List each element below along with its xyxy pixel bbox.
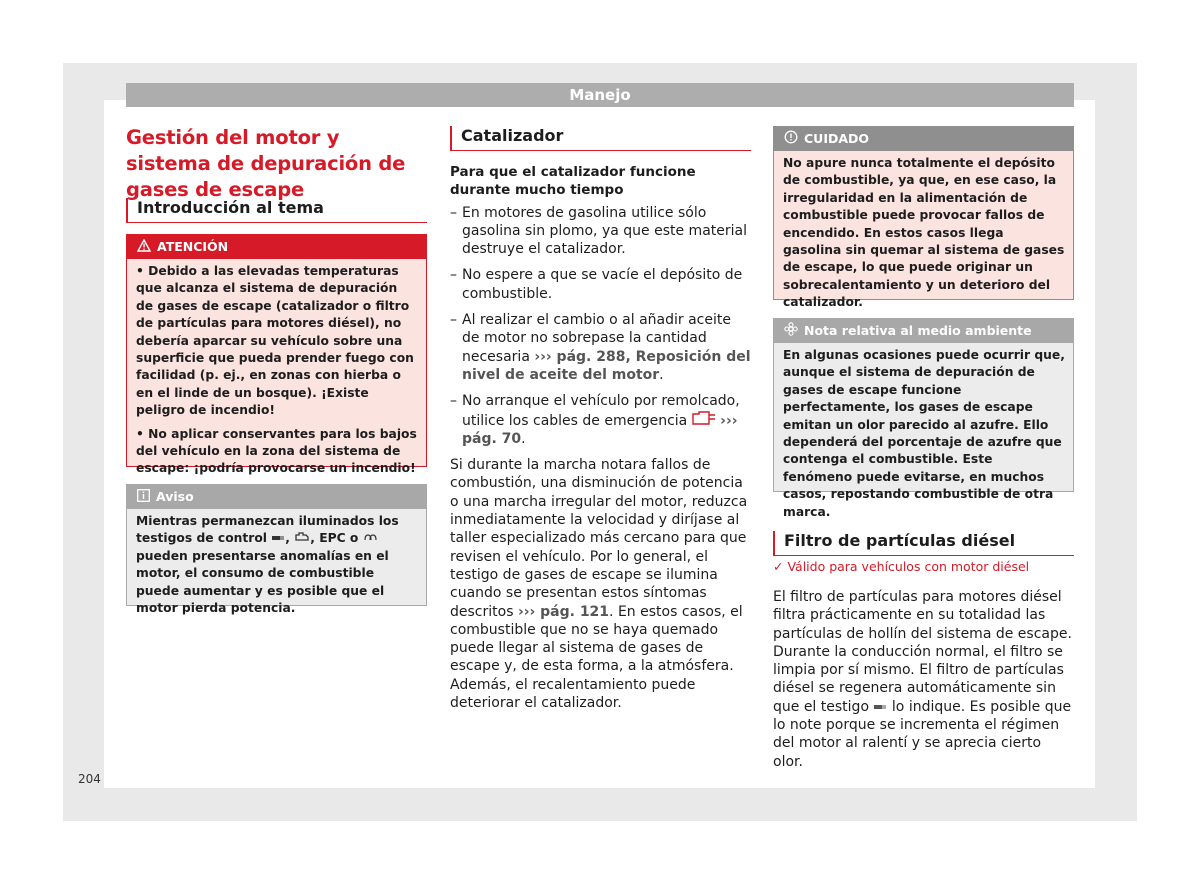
warning-box	[126, 234, 427, 476]
environment-box-header	[774, 319, 1073, 343]
exhaust-gas-lamp-icon	[873, 699, 887, 715]
page-reference-link[interactable]: ››› pág. 70	[462, 412, 738, 447]
catalizador-subhead: Para que el catalizador funcione durante mucho tiempo	[450, 164, 696, 199]
warning-box-header	[127, 235, 426, 259]
catalizador-section	[450, 163, 751, 712]
catalizador-paragraph: Si durante la marcha notara fallos de combustión, una disminución de potencia o una marcha irregular del motor, reduzca inmediatamente la velocidad y diríjase al taller especializado más cercano para que revisen el vehículo. Por lo general, el testigo de gases de escape se ilumina cuando se presentan estos síntomas descritos ››› pág. 121. En estos casos, el combustible que no se haya quemado puede llegar al sistema de gases de escape y, de esta forma, a la atmósfera. Además, el recalentamiento puede deteriorar el catalizador.	[450, 457, 748, 712]
catalizador-heading: Catalizador	[450, 126, 751, 151]
list-item: – Al realizar el cambio o al añadir aceite de motor no sobrepase la cantidad necesaria ››› pág. 288, Reposición del nivel de aceite del motor.	[450, 311, 751, 384]
glow-plug-lamp-icon	[363, 531, 377, 545]
warning-label: ATENCIÓN	[157, 239, 229, 254]
page-reference-link[interactable]: ››› pág. 288, Reposición del nivel de aceite del motor	[462, 348, 751, 383]
info-icon	[137, 486, 150, 510]
warning-triangle-icon	[137, 236, 151, 260]
caution-text: No apure nunca totalmente el depósito de combustible, ya que, en ese caso, la irregularidad en la alimentación de combustible puede provocar fallos de encendido. En estos casos llega gasolina sin quemar al sistema de gases de escape, lo que puede originar un sobrecalentamiento y un deterioro del catalizador.	[783, 156, 1065, 310]
info-box-header	[127, 485, 426, 509]
epc-label: EPC	[319, 531, 346, 546]
applies-to-note: ✓ Válido para vehículos con motor diésel	[773, 559, 1030, 574]
caution-box-header	[774, 127, 1073, 151]
exhaust-gas-lamp-icon	[271, 531, 285, 545]
intro-heading: Introducción al tema	[126, 198, 427, 223]
filtro-heading: Filtro de partículas diésel	[773, 531, 1074, 556]
book-reference-icon	[692, 413, 716, 429]
caution-label: CUIDADO	[804, 131, 870, 146]
list-item: – No arranque el vehículo por remolcado, utilice los cables de emergencia ››› pág. 70.	[450, 392, 751, 448]
catalizador-list	[450, 204, 751, 449]
list-item: – En motores de gasolina utilice sólo gasolina sin plomo, ya que este material destruye el catalizador.	[450, 204, 751, 259]
info-conjunction: o	[349, 531, 359, 546]
engine-lamp-icon	[294, 531, 310, 545]
info-label: Aviso	[156, 489, 194, 504]
info-box: Aviso Mientras permanezcan iluminados los testigos de control , , EPC o pueden presentarse anomalías en el motor, el consumo de combustible puede aumentar y es posible que el motor pierda potencia.	[126, 484, 427, 606]
filtro-paragraph: El filtro de partículas para motores diésel filtra prácticamente en su totalidad las partículas de hollín del sistema de escape. Durante la conducción normal, el filtro se limpia por sí mismo. El filtro de partículas diésel se regenera automáticamente sin que el testigo lo indique. Es posible que lo note porque se incrementa el régimen del motor al ralentí y se aprecia cierto olor.	[773, 589, 1072, 770]
page-number: 204	[78, 772, 101, 786]
environment-box	[773, 318, 1074, 519]
page-reference-link[interactable]: ››› pág. 121	[517, 603, 610, 620]
chapter-header: Manejo	[126, 83, 1074, 107]
warning-item: • No aplicar conservantes para los bajos del vehículo en la zona del sistema de escape: ¡podría provocarse un incendio!	[136, 426, 417, 476]
info-text-start: Mientras permanezcan iluminados los testigos de control	[136, 514, 399, 546]
environment-label: Nota relativa al medio ambiente	[804, 323, 1032, 338]
page-title: Gestión del motor y sistema de depuración de gases de escape	[126, 126, 406, 201]
list-item: – No espere a que se vacíe el depósito de combustible.	[450, 266, 751, 303]
caution-circle-icon	[784, 128, 798, 152]
environment-flower-icon	[784, 320, 798, 344]
caution-box	[773, 126, 1074, 310]
warning-item: • Debido a las elevadas temperaturas que alcanza el sistema de depuración de gases de escape (catalizador o filtro de partículas para motores diésel), no debería aparcar su vehículo sobre una superficie que pueda prender fuego con facilidad (p. ej., en zonas con hierba o en el linde de un bosque). ¡Existe peligro de incendio!	[136, 264, 414, 418]
environment-text: En algunas ocasiones puede ocurrir que, aunque el sistema de depuración de gases de escape funcione perfectamente, los gases de escape emitan un olor parecido al azufre. Ello dependerá del porcentaje de azufre que contenga el combustible. Este fenómeno puede evitarse, en muchos casos, repostando combustible de otra marca.	[783, 348, 1065, 519]
info-text-end: pueden presentarse anomalías en el motor, el consumo de combustible puede aumentar y es posible que el motor pierda potencia.	[136, 548, 389, 616]
